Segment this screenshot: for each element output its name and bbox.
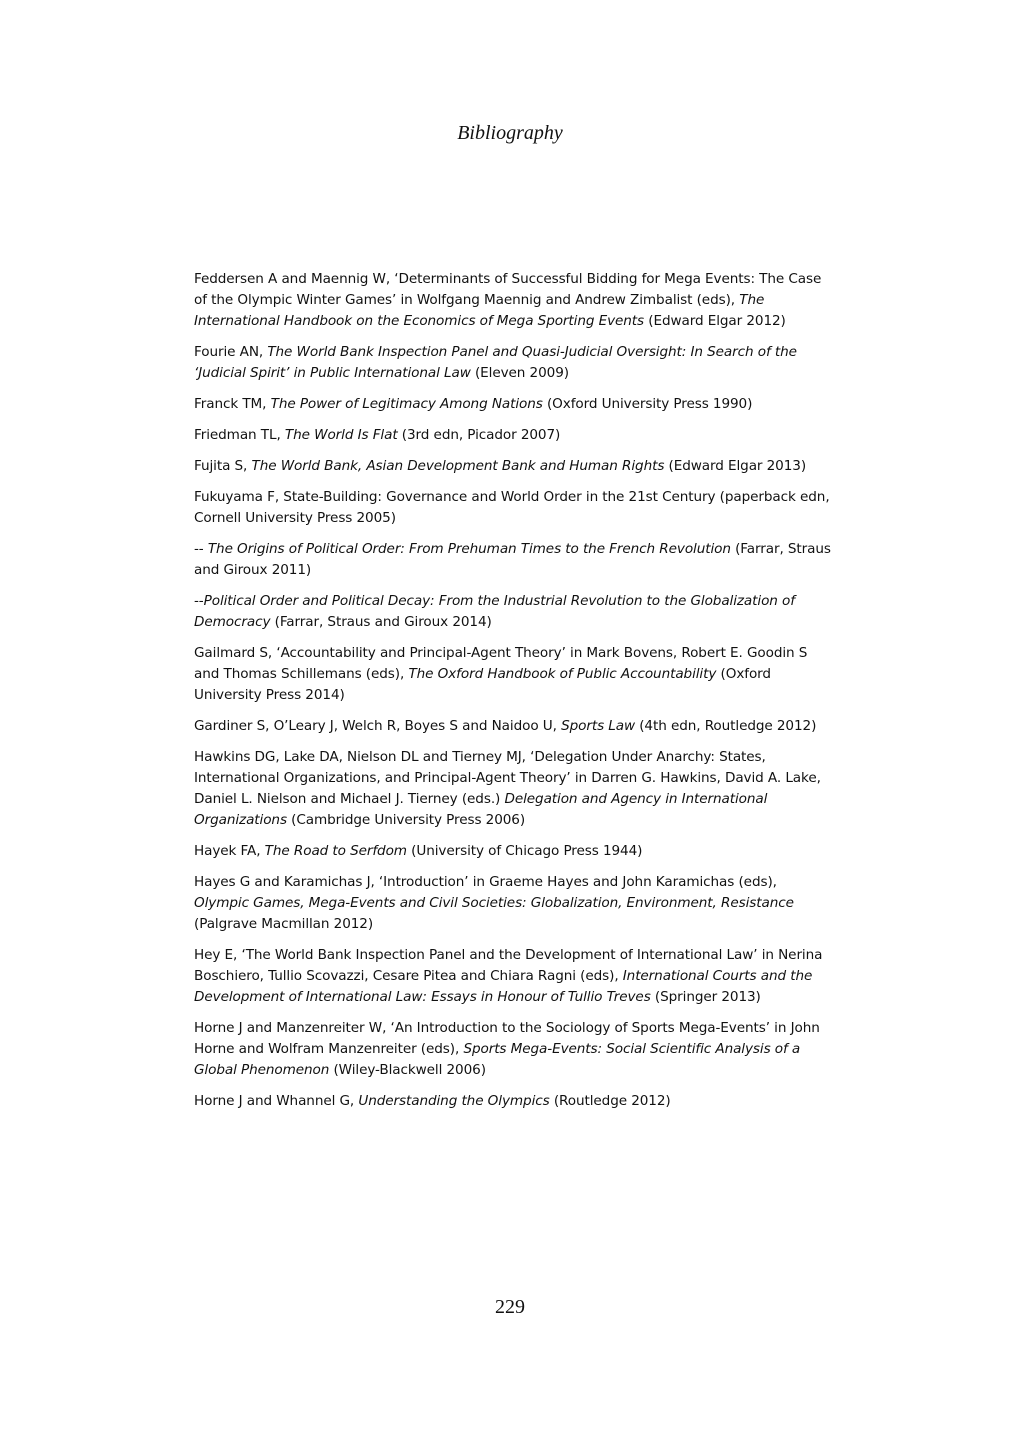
entry-text: Gardiner S, O’Leary J, Welch R, Boyes S and Naidoo U, <box>194 718 562 734</box>
bibliography-entry <box>194 394 834 415</box>
entry-text: Friedman TL, <box>194 427 285 443</box>
entry-title: Understanding the Olympics <box>358 1093 550 1109</box>
entry-title: International Courts and the Development of International Law: Essays in Honour of Tullio Treves <box>194 968 813 1005</box>
entry-title: The World Bank, Asian Development Bank and Human Rights <box>251 458 665 474</box>
entry-text: Horne J and Whannel G, <box>194 1093 359 1109</box>
entry-text: (Farrar, Straus and Giroux 2014) <box>270 614 492 630</box>
entry-text: (Edward Elgar 2013) <box>664 458 807 474</box>
entry-text: Hawkins DG, Lake DA, Nielson DL and Tierney MJ, ‘Delegation Under Anarchy: States, International Organizations, and Principal-Agent Theory’ in Darren G. Hawkins, David A. Lake, Daniel L. Nielson and Michael J. Tierney (eds.) <box>194 749 821 807</box>
bibliography-entry <box>194 487 834 529</box>
bibliography-entry <box>194 269 834 332</box>
entry-text: (Cambridge University Press 2006) <box>286 812 526 828</box>
entry-title: The Road to Serfdom <box>264 843 407 859</box>
entry-text: Horne J and Manzenreiter W, ‘An Introduction to the Sociology of Sports Mega-Events’ in John Horne and Wolfram Manzenreiter (eds), <box>194 1020 820 1057</box>
entry-text: Feddersen A and Maennig W, ‘Determinants of Successful Bidding for Mega Events: The Case of the Olympic Winter Games’ in Wolfgang Maennig and Andrew Zimbalist (eds), <box>194 271 822 308</box>
entry-text: Hayes G and Karamichas J, ‘Introduction’ in Graeme Hayes and John Karamichas (eds), <box>194 874 777 890</box>
page-number: 229 <box>495 1296 525 1318</box>
entry-title: The International Handbook on the Economics of Mega Sporting Events <box>194 292 765 329</box>
entry-text: -- <box>194 593 204 609</box>
bibliography-entry <box>194 841 834 862</box>
entry-title: Sports Mega-Events: Social Scientific Analysis of a Global Phenomenon <box>194 1041 801 1078</box>
bibliography-entry <box>194 1018 834 1081</box>
entry-title: Olympic Games, Mega-Events and Civil Societies: Globalization, Environment, Resistance <box>194 895 794 911</box>
bibliography-entry <box>194 945 834 1008</box>
entry-text: (4th edn, Routledge 2012) <box>635 718 817 734</box>
entry-title: The Oxford Handbook of Public Accountability <box>408 666 717 682</box>
bibliography-entry <box>194 872 834 935</box>
running-head: Bibliography <box>457 122 563 144</box>
entry-title: Sports Law <box>561 718 635 734</box>
entry-text: -- <box>194 541 208 557</box>
entry-text: Fukuyama F, State-Building: Governance and World Order in the 21st Century (paperback edn, Cornell University Press 2005) <box>194 489 830 526</box>
bibliography-list <box>194 269 834 1122</box>
entry-text: Hayek FA, <box>194 843 265 859</box>
entry-title: The Origins of Political Order: From Prehuman Times to the French Revolution <box>207 541 731 557</box>
entry-title: Delegation and Agency in International Organizations <box>194 791 768 828</box>
bibliography-entry <box>194 643 834 706</box>
entry-text: (Wiley-Blackwell 2006) <box>329 1062 486 1078</box>
entry-text: (Routledge 2012) <box>549 1093 671 1109</box>
entry-text: (Palgrave Macmillan 2012) <box>194 916 374 932</box>
entry-text: (Farrar, Straus and Giroux 2011) <box>194 541 831 578</box>
bibliography-entry <box>194 591 834 633</box>
entry-title: Political Order and Political Decay: From the Industrial Revolution to the Globalization of Democracy <box>194 593 795 630</box>
entry-title: The World Bank Inspection Panel and Quasi-Judicial Oversight: In Search of the ‘Judicial Spirit’ in Public International Law <box>194 344 797 381</box>
entry-text: (Edward Elgar 2012) <box>644 313 786 329</box>
bibliography-entry <box>194 342 834 384</box>
bibliography-entry <box>194 1091 834 1112</box>
bibliography-entry <box>194 425 834 446</box>
entry-text: (Eleven 2009) <box>470 365 569 381</box>
bibliography-entry <box>194 747 834 831</box>
entry-title: The World Is Flat <box>284 427 398 443</box>
entry-text: (Oxford University Press 1990) <box>542 396 753 412</box>
entry-text: Franck TM, <box>194 396 271 412</box>
entry-text: Fourie AN, <box>194 344 268 360</box>
bibliography-entry <box>194 456 834 477</box>
entry-text: (3rd edn, Picador 2007) <box>397 427 561 443</box>
entry-text: Fujita S, <box>194 458 252 474</box>
bibliography-entry <box>194 716 834 737</box>
entry-title: The Power of Legitimacy Among Nations <box>270 396 543 412</box>
entry-text: (Springer 2013) <box>650 989 761 1005</box>
bibliography-entry <box>194 539 834 581</box>
entry-text: (Oxford University Press 2014) <box>194 666 771 703</box>
entry-text: Hey E, ‘The World Bank Inspection Panel and the Development of International Law’ in Nerina Boschiero, Tullio Scovazzi, Cesare Pitea and Chiara Ragni (eds), <box>194 947 823 984</box>
entry-text: (University of Chicago Press 1944) <box>406 843 643 859</box>
entry-text: Gailmard S, ‘Accountability and Principal-Agent Theory’ in Mark Bovens, Robert E. Goodin S and Thomas Schillemans (eds), <box>194 645 808 682</box>
